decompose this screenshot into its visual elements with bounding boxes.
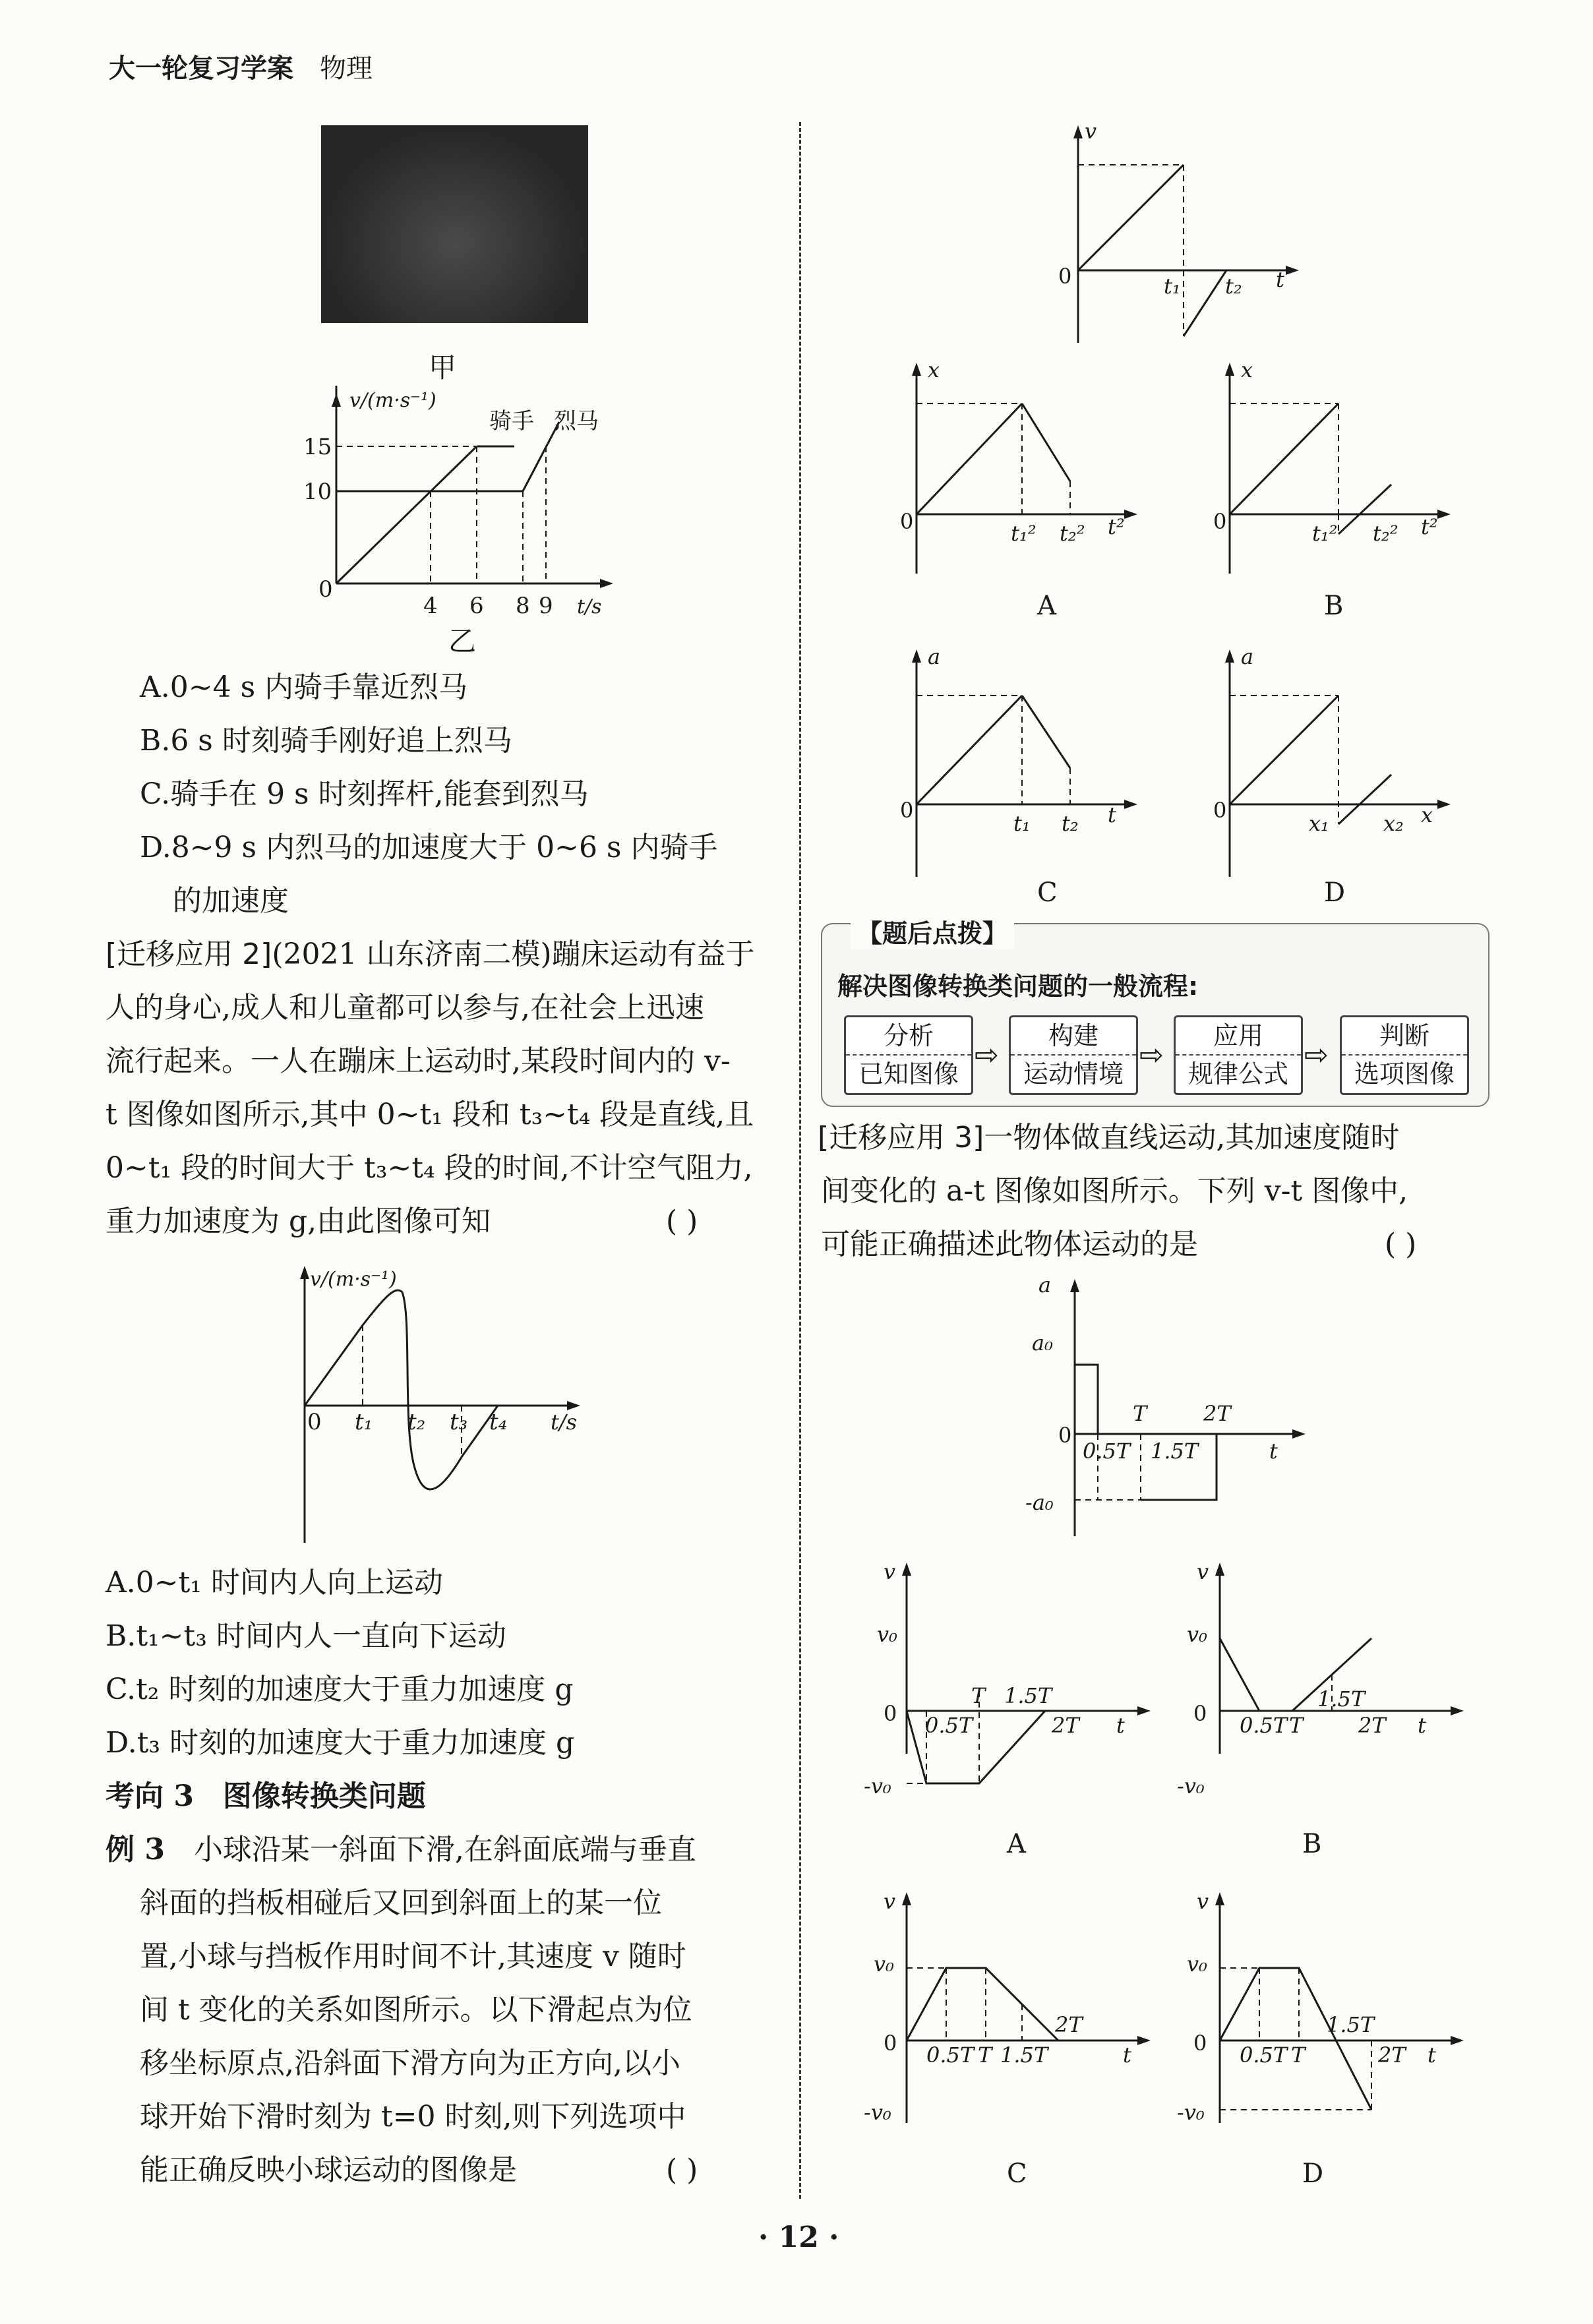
- transfer3-line-3: 可能正确描述此物体运动的是: [821, 1228, 1198, 1261]
- y-label: v: [1197, 1559, 1209, 1584]
- x-label: t: [1428, 2042, 1436, 2068]
- xtick-2T: 2T: [1203, 1401, 1231, 1426]
- choice-label: D: [1324, 878, 1346, 908]
- option-2-a: A.0~t₁ 时间内人向上运动: [105, 1566, 443, 1599]
- choice-label: B: [1324, 591, 1344, 621]
- xtick-3: T: [1291, 2042, 1306, 2068]
- y-label: v: [884, 1559, 896, 1584]
- xtick-2: 0.5T: [926, 2042, 975, 2068]
- xtick-1: 1.5T: [1327, 2012, 1375, 2037]
- choice-t3-d: [1174, 1886, 1477, 2189]
- x-label: t²: [1108, 514, 1125, 539]
- column-divider: [799, 122, 801, 2199]
- transfer2-line-1: [迁移应用 2](2021 山东济南二模)蹦床运动有益于: [105, 938, 755, 971]
- choice-label: C: [1007, 2159, 1027, 2189]
- origin: 0: [900, 509, 914, 534]
- choice-t3-a: [854, 1556, 1157, 1859]
- y-label: v/(m·s⁻¹): [349, 389, 436, 412]
- xtick-9: 9: [539, 593, 553, 619]
- y-label: v: [884, 1889, 896, 1914]
- example3-line-7: 能正确反映小球运动的图像是: [140, 2153, 517, 2187]
- y-label: a: [928, 644, 941, 669]
- x-label: t/s: [551, 1410, 578, 1435]
- xtick-1: t₁²: [1011, 521, 1037, 546]
- xtick-t3: t₃: [450, 1409, 468, 1435]
- chart-example3-vt: [1035, 119, 1312, 349]
- curve-t1-t3: [363, 1290, 462, 1489]
- flow-step-4: 判断 选项图像: [1340, 1015, 1469, 1095]
- x-label: t/s: [577, 595, 602, 618]
- origin: 0: [1213, 798, 1227, 823]
- transfer2-line-6: 重力加速度为 g,由此图像可知: [105, 1205, 491, 1238]
- option-1-d-cont: 的加速度: [173, 884, 289, 918]
- xtick-4: 2T: [1378, 2042, 1406, 2068]
- transfer2-tag: [迁移应用 2]: [105, 938, 272, 971]
- choice-ex3-a: [887, 356, 1151, 633]
- example3-line-3: 置,小球与挡板作用时间不计,其速度 v 随时: [140, 1940, 686, 1973]
- x-label: t²: [1421, 514, 1438, 539]
- chart-trampoline: [277, 1259, 607, 1549]
- xtick-6: 6: [469, 593, 484, 619]
- ytick-neg-v0: -v₀: [864, 1773, 891, 1799]
- xtick-t1: t₁: [1164, 274, 1181, 299]
- x-label: t: [1108, 802, 1116, 827]
- xtick-4: 2T: [1052, 1713, 1079, 1738]
- transfer2-line-4: t 图像如图所示,其中 0~t₁ 段和 t₃~t₄ 段是直线,且: [105, 1098, 754, 1131]
- ytick-neg-v0: -v₀: [1177, 1773, 1205, 1799]
- xtick-8: 8: [516, 593, 530, 619]
- xtick-0-5T: 0.5T: [1083, 1439, 1131, 1464]
- choice-t3-b: [1174, 1556, 1477, 1859]
- x-label: t: [1418, 1713, 1426, 1738]
- x-label: t: [1269, 1439, 1278, 1464]
- transfer3-line-1: [迁移应用 3]一物体做直线运动,其加速度随时: [818, 1121, 1400, 1154]
- example3-line-6: 球开始下滑时刻为 t=0 时刻,则下列选项中: [140, 2100, 686, 2133]
- y-label: v/(m·s⁻¹): [310, 1268, 397, 1291]
- xtick-1-5T: 1.5T: [1151, 1439, 1199, 1464]
- ytick-v0: v₀: [1187, 1622, 1207, 1647]
- option-2-d: D.t₃ 时刻的加速度大于重力加速度 g: [105, 1726, 575, 1760]
- chart-caption-yi: 乙: [448, 625, 477, 657]
- y-label: a: [1241, 644, 1254, 669]
- xtick-1: 2T: [1055, 2012, 1083, 2037]
- example3-line-1: 例 3 小球沿某一斜面下滑,在斜面底端与垂直: [105, 1833, 696, 1866]
- rider-line: [336, 446, 477, 583]
- option-2-b: B.t₁~t₃ 时间内人一直向下运动: [105, 1619, 506, 1653]
- origin: 0: [1193, 2031, 1207, 2056]
- transfer3-tag: [迁移应用 3]: [818, 1121, 984, 1154]
- label-rider: 骑手: [489, 408, 534, 434]
- transfer3-paren: ( ): [1385, 1228, 1417, 1261]
- x-label: t: [1276, 267, 1284, 292]
- xtick-1: t₁: [1013, 811, 1031, 836]
- origin: 0: [318, 576, 333, 603]
- xtick-4: 4: [423, 593, 438, 619]
- origin: 0: [307, 1409, 322, 1435]
- xtick-t2: t₂: [1225, 274, 1242, 299]
- ytick-v0: v₀: [874, 1952, 894, 1977]
- option-1-c: C.骑手在 9 s 时刻挥杆,能套到烈马: [140, 777, 589, 811]
- choice-ex3-b: [1200, 356, 1464, 633]
- option-1-b: B.6 s 时刻骑手刚好追上烈马: [140, 724, 512, 758]
- ytick-v0: v₀: [1187, 1952, 1207, 1977]
- origin: 0: [1213, 509, 1227, 534]
- xtick-2: 0.5T: [1240, 2042, 1288, 2068]
- xtick-2: t₂²: [1373, 521, 1398, 546]
- xtick-3: 0.5T: [925, 1713, 973, 1738]
- x-label: x: [1421, 802, 1433, 827]
- xtick-2: t₂: [1062, 811, 1079, 836]
- ytick-15: 15: [303, 434, 332, 460]
- choice-label: A: [1037, 591, 1056, 621]
- xtick-1: t₁²: [1312, 521, 1338, 546]
- xtick-4: 2T: [1358, 1713, 1386, 1738]
- choice-t3-c: [854, 1886, 1157, 2189]
- xtick-3: T: [978, 2042, 992, 2068]
- flow-arrow-icon: ⇨: [975, 1038, 999, 1072]
- ytick-neg-v0: -v₀: [864, 2100, 891, 2125]
- x-arrow: [600, 579, 613, 588]
- transfer3-line-2: 间变化的 a-t 图像如图所示。下列 v-t 图像中,: [821, 1174, 1408, 1208]
- ytick-neg-a0: -a₀: [1025, 1490, 1054, 1515]
- book-title: 大一轮复习学案: [109, 53, 293, 84]
- xtick-2: 0.5T: [1240, 1713, 1288, 1738]
- origin: 0: [1193, 1701, 1207, 1726]
- xtick-2: x₂: [1383, 811, 1404, 836]
- xtick-t4: t₄: [489, 1409, 508, 1435]
- page-number: · 12 ·: [758, 2220, 839, 2254]
- y-label: a: [1038, 1272, 1052, 1297]
- chart-transfer3-at: [1009, 1272, 1325, 1543]
- xtick-3: T: [1289, 1713, 1304, 1738]
- label-horse: 烈马: [554, 408, 599, 434]
- choice-label: C: [1037, 878, 1058, 908]
- origin: 0: [884, 1701, 897, 1726]
- flow-step-1: 分析 已知图像: [844, 1015, 973, 1095]
- subject-label: 物理: [320, 53, 373, 84]
- choice-label: A: [1007, 1829, 1026, 1859]
- tip-title: 【题后点拨】: [851, 913, 1014, 949]
- chart-yi: [284, 386, 626, 649]
- example3-line-4: 间 t 变化的关系如图所示。以下滑起点为位: [140, 1993, 692, 2027]
- y-label: x: [928, 357, 940, 382]
- option-1-d: D.8~9 s 内烈马的加速度大于 0~6 s 内骑手: [140, 831, 718, 864]
- example3-line-2: 斜面的挡板相碰后又回到斜面上的某一位: [140, 1886, 662, 1920]
- ytick-a0: a₀: [1032, 1330, 1053, 1356]
- xtick-1: x₁: [1309, 811, 1329, 836]
- example3-tag: 例 3: [105, 1833, 165, 1866]
- xtick-4: 1.5T: [1000, 2042, 1048, 2068]
- xtick-2: 1.5T: [1004, 1683, 1052, 1708]
- ytick-10: 10: [303, 479, 332, 505]
- x-label: t: [1116, 1713, 1125, 1738]
- xtick-2: t₂²: [1060, 521, 1085, 546]
- flow-step-3: 应用 规律公式: [1174, 1015, 1303, 1095]
- origin: 0: [1058, 264, 1072, 289]
- y-label: v: [1197, 1889, 1209, 1914]
- y-label: v: [1085, 119, 1097, 144]
- origin: 0: [884, 2031, 897, 2056]
- flow-step-2: 构建 运动情境: [1009, 1015, 1138, 1095]
- photo-caption: 甲: [429, 351, 457, 384]
- option-1-a: A.0~4 s 内骑手靠近烈马: [140, 670, 468, 704]
- transfer2-line-5: 0~t₁ 段的时间大于 t₃~t₄ 段的时间,不计空气阻力,: [105, 1151, 753, 1185]
- ytick-v0: v₀: [877, 1622, 897, 1647]
- example3-line-5: 移坐标原点,沿斜面下滑方向为正方向,以小: [140, 2046, 680, 2080]
- xtick-t1: t₁: [355, 1409, 373, 1435]
- choice-label: B: [1302, 1829, 1322, 1859]
- transfer2-line-3: 流行起来。一人在蹦床上运动时,某段时间内的 v-: [105, 1044, 731, 1078]
- choice-ex3-d: [1200, 643, 1464, 920]
- xtick-1: T: [971, 1683, 986, 1708]
- flow-arrow-icon: ⇨: [1304, 1038, 1329, 1072]
- option-2-c: C.t₂ 时刻的加速度大于重力加速度 g: [105, 1673, 574, 1706]
- example3-paren: ( ): [666, 2153, 698, 2187]
- xtick-t2: t₂: [407, 1409, 426, 1435]
- segment-0-t1: [305, 1325, 363, 1406]
- running-header: [109, 47, 373, 85]
- origin: 0: [1058, 1423, 1072, 1448]
- xtick-1: 1.5T: [1317, 1686, 1366, 1712]
- x-label: t: [1123, 2042, 1131, 2068]
- photo-jia: [321, 125, 588, 323]
- ytick-neg-v0: -v₀: [1177, 2100, 1205, 2125]
- choice-ex3-c: [887, 643, 1151, 920]
- origin: 0: [900, 798, 914, 823]
- tip-line: 解决图像转换类问题的一般流程:: [837, 972, 1199, 1001]
- transfer2-line-2: 人的身心,成人和儿童都可以参与,在社会上迅速: [105, 991, 704, 1025]
- transfer2-paren: ( ): [666, 1205, 698, 1238]
- y-label: x: [1241, 357, 1253, 382]
- flow-arrow-icon: ⇨: [1139, 1038, 1164, 1072]
- section-heading: 考向 3 图像转换类问题: [105, 1779, 426, 1813]
- choice-label: D: [1302, 2159, 1324, 2189]
- xtick-T: T: [1133, 1401, 1147, 1426]
